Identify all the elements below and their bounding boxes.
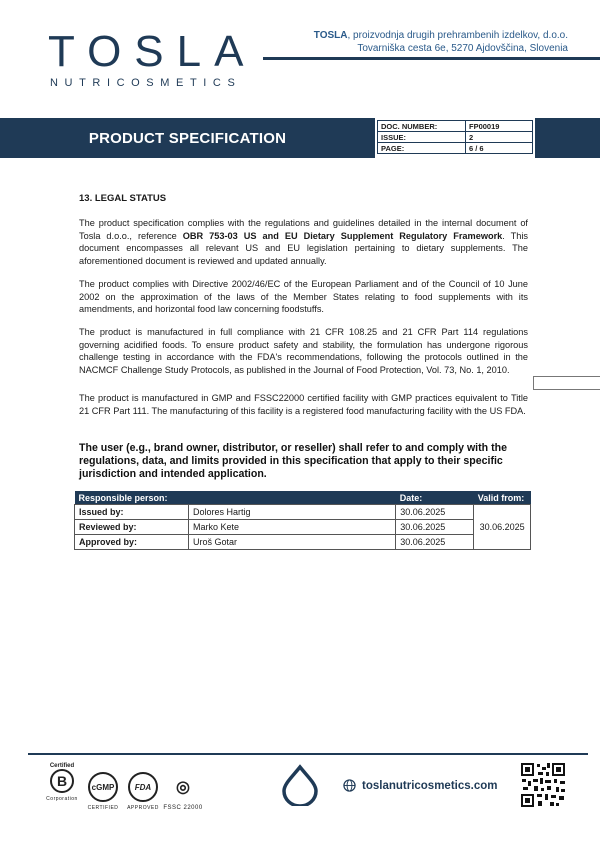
fda-label: APPROVED	[127, 805, 159, 811]
section-heading: 13. LEGAL STATUS	[79, 193, 167, 204]
cgmp-icon: cGMP	[88, 772, 118, 802]
header-valid-from: Valid from:	[474, 491, 531, 505]
company-name: TOSLA	[313, 30, 348, 41]
doc-info-value: 2	[466, 132, 533, 143]
company-address: Tovarniška cesta 6e, 5270 Ajdovščina, Slovenia	[357, 43, 568, 54]
qr-code-icon[interactable]	[520, 762, 566, 808]
role-cell: Issued by:	[75, 505, 189, 520]
fssc-label: FSSC 22000	[163, 805, 203, 811]
table-row	[75, 520, 531, 535]
company-logo: TOSLA	[48, 27, 257, 76]
header-responsible: Responsible person:	[75, 491, 396, 505]
b-corp-label: Corporation	[46, 796, 78, 802]
paragraph-4: The product is manufactured in GMP and FSSC22000 certified facility with GMP practices equivalent to Title 21 CFR Part 111. The manufacturing of this facility is a registered food manufacturing facility with the US FDA.	[79, 393, 528, 416]
doc-info-value: FP00019	[466, 121, 533, 132]
website-link[interactable]	[343, 779, 497, 792]
doc-info-row	[378, 143, 533, 154]
table-row	[75, 535, 531, 550]
b-corp-icon: B	[50, 769, 74, 793]
doc-info-label: ISSUE:	[378, 132, 466, 143]
fda-icon: FDA	[128, 772, 158, 802]
cgmp-badge	[86, 772, 120, 811]
date-cell: 30.06.2025	[396, 520, 474, 535]
b-corp-top-label: Certified	[49, 763, 75, 769]
company-logo-subtitle: NUTRICOSMETICS	[50, 77, 242, 89]
title-band-right	[535, 118, 600, 158]
signoff-table	[74, 491, 531, 550]
paragraph-1-text: The product specification complies with the regulations and guidelines detailed in the internal document of Tosla d.o.o., reference	[79, 218, 528, 241]
company-desc: , proizvodnja drugih prehrambenih izdelkov, d.o.o.	[347, 30, 568, 41]
doc-info-row	[378, 132, 533, 143]
name-cell: Marko Kete	[189, 520, 396, 535]
valid-from-cell: 30.06.2025	[474, 505, 531, 550]
fssc-icon: ◎	[176, 779, 190, 796]
doc-info-value: 6 / 6	[466, 143, 533, 154]
name-cell: Dolores Hartig	[189, 505, 396, 520]
role-cell: Approved by:	[75, 535, 189, 550]
doc-info-label: DOC. NUMBER:	[378, 121, 466, 132]
doc-info-label: PAGE:	[378, 143, 466, 154]
role-cell: Reviewed by:	[75, 520, 189, 535]
drop-logo-icon	[280, 764, 320, 806]
website-url: toslanutricosmetics.com	[362, 779, 498, 792]
paragraph-3: The product is manufactured in full compliance with 21 CFR 108.25 and 21 CFR Part 114 regulations governing acidified foods. To ensure product safety and stability, the formulation has undergone rigorous challenge testing in accordance with the FDA's recommendations, following the protocols outlined in the NACMCF Challenge Study Protocols, as published in the Journal of Food Protection, Vol. 73, No. 1, 2010.	[79, 327, 528, 375]
signoff-header-row	[75, 491, 531, 505]
fssc-badge	[160, 772, 206, 811]
globe-icon	[343, 779, 356, 792]
page-title: PRODUCT SPECIFICATION	[88, 129, 287, 147]
paragraph-1-text-end: . This document encompasses all relevant US and EU legislation pertaining to dietary supplements. The aforementioned document is reviewed and updated annually.	[79, 230, 528, 266]
paragraph-2: The product complies with Directive 2002/46/EC of the European Parliament and of the Council of 10 June 2002 on the approximation of the laws of the Member States relating to food supplements with its amendments, and horizontal food law concerning foodstuffs.	[79, 279, 528, 315]
side-box	[533, 376, 600, 390]
date-cell: 30.06.2025	[396, 535, 474, 550]
table-row	[75, 505, 531, 520]
date-cell: 30.06.2025	[396, 505, 474, 520]
cgmp-label: CERTIFIED	[87, 805, 119, 811]
user-compliance-note: The user (e.g., brand owner, distributor, or reseller) shall refer to and comply with the regulations, data, and limits provided in this specification that apply to their specific jurisdiction and intended application.	[79, 442, 507, 480]
header-divider	[263, 57, 600, 60]
footer-divider	[28, 753, 588, 755]
fda-badge	[124, 772, 162, 811]
header-date: Date:	[396, 491, 474, 505]
company-info	[314, 29, 568, 55]
paragraph-1	[79, 217, 528, 267]
doc-info-row	[378, 121, 533, 132]
b-corp-badge	[42, 763, 82, 802]
paragraph-1-reference: OBR 753-03 US and EU Dietary Supplement Regulatory Framework	[182, 230, 503, 241]
name-cell: Uroš Gotar	[189, 535, 396, 550]
doc-info-table	[377, 120, 533, 154]
